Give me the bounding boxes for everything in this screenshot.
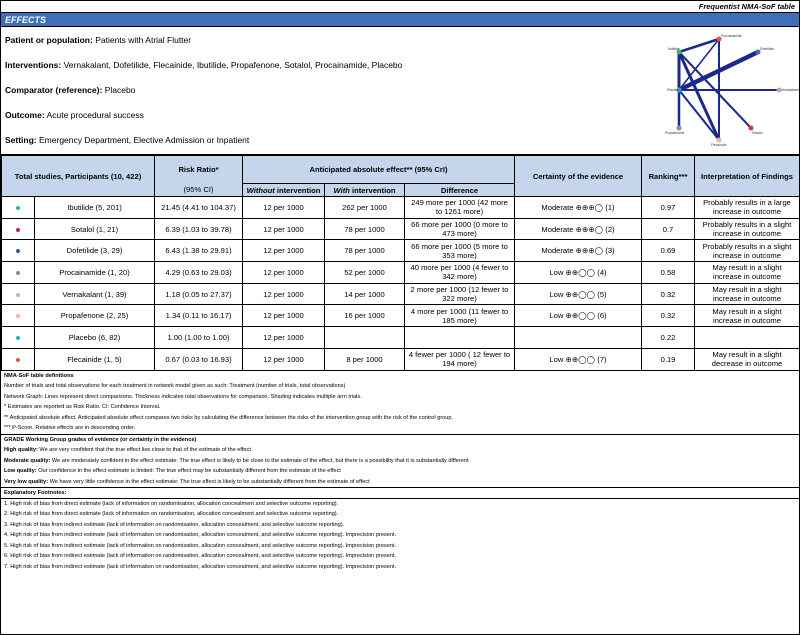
grade-low: Low quality: Our confidence in the effect estimate is limited: The true effect may be substantially different from the estimate of the effect xyxy=(4,468,341,474)
header-studies: Total studies, Participants (10, 422) xyxy=(2,156,155,197)
difference: 66 more per 1000 (5 more to 353 more) xyxy=(405,240,515,262)
risk-ratio: 21.45 (4.41 to 104.37) xyxy=(155,197,243,219)
difference: 4 more per 1000 (11 fewer to 185 more) xyxy=(405,305,515,327)
row-color-dot xyxy=(16,314,20,318)
row-marker-cell xyxy=(2,240,35,262)
node-sotalol xyxy=(749,126,754,131)
header-rr-ci: (95% CI) xyxy=(155,184,243,197)
interpretation: Probably results in a slight increase in outcome xyxy=(695,218,800,240)
ranking: 0.7 xyxy=(642,218,695,240)
with-intervention: 16 per 1000 xyxy=(325,305,405,327)
certainty: Low ⊕⊕◯◯ (5) xyxy=(515,283,642,305)
certainty xyxy=(515,327,642,349)
row-marker-cell xyxy=(2,218,35,240)
row-marker-cell xyxy=(2,348,35,370)
row-color-dot xyxy=(16,228,20,232)
interpretation: May result in a slight increase in outcome xyxy=(695,262,800,284)
row-marker-cell xyxy=(2,197,35,219)
treatment-name: Ibutilide (5, 201) xyxy=(35,197,155,219)
footnote-line: 3. High risk of bias from indirect estimate (lack of information on randomisation, allocation concealment, and selective outcome reporting). xyxy=(4,521,345,528)
footnote-line: 6. High risk of bias from indirect estimate (lack of information on randomisation, allocation concealment, and selective outcome reporting). Imprecision present. xyxy=(4,553,397,559)
svg-text:Sotalol: Sotalol xyxy=(752,131,763,135)
footnote-line: 7. High risk of bias from indirect estimate (lack of information on randomisation, allocation concealment, and selective outcome reporting). Imprecision present. xyxy=(4,563,397,570)
risk-ratio: 1.18 (0.05 to 27.37) xyxy=(155,283,243,305)
table-row xyxy=(2,327,800,349)
table-row xyxy=(2,305,800,327)
results-table xyxy=(1,155,800,371)
treatment-name: Flecainide (1, 5) xyxy=(35,348,155,370)
with-intervention: 262 per 1000 xyxy=(325,197,405,219)
definition-line: Network Graph: Lines represent direct comparisons. Thickness indicates total observations for comparison. Shading indicates multiple arm trials. xyxy=(4,393,362,400)
certainty: Moderate ⊕⊕⊕◯ (2) xyxy=(515,218,642,240)
footnote-line: 1. High risk of bias from direct estimate (lack of information on randomisation, allocation concealment and selective outcome reporting). xyxy=(4,500,339,507)
interpretation: Probably results in a slight increase in outcome xyxy=(695,240,800,262)
header-anticipated: Anticipated absolute effect** (95% CrI) xyxy=(243,156,515,184)
summary-comparator: Comparator (reference): Placebo xyxy=(5,85,136,95)
ranking: 0.32 xyxy=(642,305,695,327)
difference xyxy=(405,327,515,349)
table-row xyxy=(2,283,800,305)
without-intervention: 12 per 1000 xyxy=(243,305,325,327)
difference: 2 more per 1000 (12 fewer to 322 more) xyxy=(405,283,515,305)
difference: 4 fewer per 1000 ( 12 fewer to 194 more) xyxy=(405,348,515,370)
footnote-line: 5. High risk of bias from indirect estimate (lack of information on randomisation, allocation concealment, and selective outcome reporting). Imprecision present. xyxy=(4,542,397,549)
with-intervention: 52 per 1000 xyxy=(325,262,405,284)
ranking: 0.32 xyxy=(642,283,695,305)
without-intervention: 12 per 1000 xyxy=(243,262,325,284)
without-intervention: 12 per 1000 xyxy=(243,283,325,305)
section-effects-banner: EFFECTS xyxy=(1,13,799,27)
grade-moderate: Moderate quality: We are moderately confident in the effect estimate: The true effect is likely to be close to the estimate of the effect, but there is a possibility that it is substantially different xyxy=(4,457,469,464)
with-intervention: 14 per 1000 xyxy=(325,283,405,305)
interpretation: Probably results in a large increase in outcome xyxy=(695,197,800,219)
ranking: 0.58 xyxy=(642,262,695,284)
with-intervention: 8 per 1000 xyxy=(325,348,405,370)
ranking: 0.69 xyxy=(642,240,695,262)
risk-ratio: 4.29 (0.63 to 29.03) xyxy=(155,262,243,284)
grade-section xyxy=(1,434,799,488)
risk-ratio: 6.43 (1.38 to 29.91) xyxy=(155,240,243,262)
header-difference: Difference xyxy=(405,184,515,197)
without-intervention: 12 per 1000 xyxy=(243,327,325,349)
treatment-name: Sotalol (1, 21) xyxy=(35,218,155,240)
treatment-name: Placebo (6, 82) xyxy=(35,327,155,349)
grade-high: High quality: We are very confident that the true effect lies close to that of the estimate of the effect xyxy=(4,447,251,453)
row-color-dot xyxy=(16,206,20,210)
row-marker-cell xyxy=(2,262,35,284)
grade-title: GRADE Working Group grades of evidence (or certainty in the evidence) xyxy=(4,436,197,443)
header-with: With intervention xyxy=(325,184,405,197)
treatment-name: Propafenone (2, 25) xyxy=(35,305,155,327)
network-graph xyxy=(631,33,799,149)
with-intervention xyxy=(325,327,405,349)
header-rr: Risk Ratio* xyxy=(155,156,243,184)
without-intervention: 12 per 1000 xyxy=(243,197,325,219)
row-color-dot xyxy=(16,249,20,253)
ranking: 0.22 xyxy=(642,327,695,349)
summary-outcome: Outcome: Acute procedural success xyxy=(5,110,144,120)
svg-text:Flecainide: Flecainide xyxy=(711,143,727,147)
grade-very-low: Very low quality: We have very little confidence in the effect estimate: The true effect is likely to be substantially different from the estimate of effect xyxy=(4,478,370,485)
difference: 66 more per 1000 (0 more to 473 more) xyxy=(405,218,515,240)
without-intervention: 12 per 1000 xyxy=(243,218,325,240)
interpretation xyxy=(695,327,800,349)
svg-text:Propafenone: Propafenone xyxy=(665,131,685,135)
difference: 40 more per 1000 (4 fewer to 342 more) xyxy=(405,262,515,284)
risk-ratio: 1.00 (1.00 to 1.00) xyxy=(155,327,243,349)
difference: 249 more per 1000 (42 more to 1261 more) xyxy=(405,197,515,219)
svg-text:Vernakalant: Vernakalant xyxy=(781,88,799,92)
svg-text:Ibutilide: Ibutilide xyxy=(668,47,680,51)
row-marker-cell xyxy=(2,283,35,305)
certainty: Low ⊕⊕◯◯ (6) xyxy=(515,305,642,327)
svg-text:Dofetilide: Dofetilide xyxy=(760,47,775,51)
header-without: Without intervention xyxy=(243,184,325,197)
definition-line: Number of trials and total observations for each treatment in network model given as such: Treatment (number of trials, total observations) xyxy=(4,383,346,389)
svg-text:Placebo: Placebo xyxy=(667,88,680,92)
node-flecainide xyxy=(717,138,722,143)
header-ranking: Ranking*** xyxy=(642,156,695,197)
risk-ratio: 1.34 (0.11 to 16.17) xyxy=(155,305,243,327)
table-row xyxy=(2,348,800,370)
treatment-name: Dofetilide (3, 29) xyxy=(35,240,155,262)
without-intervention: 12 per 1000 xyxy=(243,348,325,370)
definition-line: *** P-Score. Relative effects are in descending order. xyxy=(4,425,136,431)
node-propafenone xyxy=(677,126,682,131)
table-title: Frequentist NMA-SoF table xyxy=(1,1,799,13)
with-intervention: 78 per 1000 xyxy=(325,240,405,262)
interpretation: May result in a slight decrease in outcome xyxy=(695,348,800,370)
row-color-dot xyxy=(16,293,20,297)
table-row xyxy=(2,262,800,284)
interpretation: May result in a slight increase in outcome xyxy=(695,283,800,305)
risk-ratio: 6.39 (1.03 to 39.78) xyxy=(155,218,243,240)
definitions-section xyxy=(1,371,799,434)
summary-setting: Setting: Emergency Department, Elective Admission or Inpatient xyxy=(5,135,250,145)
network-edges xyxy=(679,39,779,140)
header-certainty: Certainty of the evidence xyxy=(515,156,642,197)
row-color-dot xyxy=(16,271,20,275)
footnote-line: 2. High risk of bias from direct estimate (lack of information on randomisation, allocation concealment and selective outcome reporting). xyxy=(4,511,339,517)
certainty: Low ⊕⊕◯◯ (4) xyxy=(515,262,642,284)
table-row xyxy=(2,240,800,262)
definition-line: ** Anticipated absolute effect. Anticipated absolute effect compares two risks by calculating the difference between the risks of the intervention group with the risk of the control group. xyxy=(4,414,454,421)
footnotes-section xyxy=(1,487,799,572)
interpretation: May result in a slight increase in outcome xyxy=(695,305,800,327)
summary-population: Patient or population: Patients with Atrial Flutter xyxy=(5,35,192,45)
risk-ratio: 0.67 (0.03 to 16.93) xyxy=(155,348,243,370)
definitions-title: NMA-SoF table definitions xyxy=(4,372,74,379)
footnote-line: 4. High risk of bias from indirect estimate (lack of information on randomisation, allocation concealment, and selective outcome reporting). Imprecision present. xyxy=(4,532,397,538)
treatment-name: Vernakalant (1, 39) xyxy=(35,283,155,305)
row-marker-cell xyxy=(2,327,35,349)
row-color-dot xyxy=(16,358,20,362)
certainty: Low ⊕⊕◯◯ (7) xyxy=(515,348,642,370)
ranking: 0.19 xyxy=(642,348,695,370)
summary-panel xyxy=(1,27,799,155)
treatment-name: Procainamide (1, 20) xyxy=(35,262,155,284)
with-intervention: 78 per 1000 xyxy=(325,218,405,240)
definition-line: * Estimates are reported as Risk Ratio. CI: Confidence Interval. xyxy=(4,404,161,410)
table-row xyxy=(2,197,800,219)
row-marker-cell xyxy=(2,305,35,327)
row-color-dot xyxy=(16,336,20,340)
table-row xyxy=(2,218,800,240)
summary-interventions: Interventions: Vernakalant, Dofetilide, Flecainide, Ibutilide, Propafenone, Sotalol, Procainamide, Placebo xyxy=(5,60,403,70)
svg-text:Procainamide: Procainamide xyxy=(721,34,742,38)
without-intervention: 12 per 1000 xyxy=(243,240,325,262)
header-interpretation: Interpretation of Findings xyxy=(695,156,800,197)
certainty: Moderate ⊕⊕⊕◯ (1) xyxy=(515,197,642,219)
footnotes-title: Explanatory Footnotes: xyxy=(1,488,799,499)
ranking: 0.97 xyxy=(642,197,695,219)
certainty: Moderate ⊕⊕⊕◯ (3) xyxy=(515,240,642,262)
